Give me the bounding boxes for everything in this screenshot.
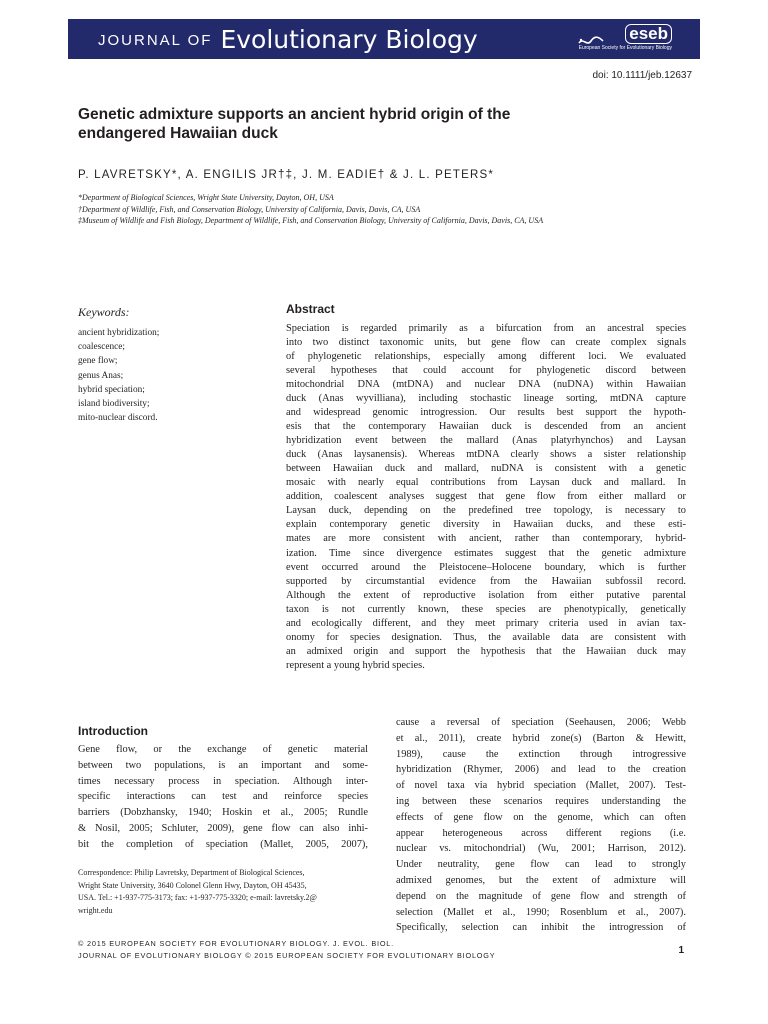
title-line: Genetic admixture supports an ancient hybrid origin of the <box>78 106 511 123</box>
article-title <box>78 105 678 143</box>
abstract-line: and ecologically different, and they meet primary criteria used in avian tax- <box>286 617 686 629</box>
abstract-line: supported by circumstantial evidence from the Hawaiian subfossil record. <box>286 575 686 587</box>
abstract-line: addition, coalescent analyses suggest that gene flow from either mallard or <box>286 491 686 503</box>
copyright-line: © 2015 EUROPEAN SOCIETY FOR EVOLUTIONARY BIOLOGY. J. EVOL. BIOL. <box>78 939 394 948</box>
keywords-list <box>78 326 159 425</box>
abstract-line: between Hawaiian duck and mallard, nuDNA is consistent with a genetic <box>286 463 686 475</box>
body-line: nuclear vs. mitochondrial) (Wu, 2001; Harrison, 2012). <box>396 843 686 855</box>
abstract-line: mosaic with nearly equal contributions from Laysan duck and mallard. In <box>286 477 686 489</box>
affiliation: †Department of Wildlife, Fish, and Conservation Biology, University of California, Davis, Davis, CA, USA <box>78 204 421 214</box>
abstract-heading: Abstract <box>286 302 335 316</box>
body-line: of novel taxa via hybrid speciation (Mallet, 2007). Test- <box>396 780 686 792</box>
abstract-line: duck (Anas laysanensis). Whereas mtDNA clearly shows a sister relationship <box>286 449 686 461</box>
introduction-left-column <box>78 742 368 853</box>
abstract-line: hybridization event between the mallard (Anas platyrhynchos) and Laysan <box>286 435 686 447</box>
journal-prefix: JOURNAL OF <box>98 31 213 49</box>
body-line: bit the completion of speciation (Mallet, 2005, 2007), <box>78 838 368 850</box>
body-line: Under neutrality, gene flow can lead to strongly <box>396 859 686 871</box>
abstract-line: and widespread genomic introgression. Our results best support the hypoth- <box>286 407 686 419</box>
body-line: selection (Mallet et al., 1990; Rosenblum et al., 2007). <box>396 906 686 918</box>
journal-name: Evolutionary Biology <box>220 24 478 54</box>
journal-banner <box>68 19 700 59</box>
keyword-item: genus Anas; <box>78 370 124 381</box>
abstract-line: taxon is not currently known, these species are phenotypically, genetically <box>286 603 686 615</box>
body-line: between two populations, is an important and some- <box>78 759 368 771</box>
keyword-item: island biodiversity; <box>78 399 150 410</box>
abstract-line: of phylogenetic relationships, especially among different loci. We evaluated <box>286 351 686 363</box>
body-line: depend on the magnitude of gene flow and strength of <box>396 890 686 902</box>
abstract-line: mitochondrial DNA (mtDNA) and nuclear DNA (nuDNA) within Hawaiian <box>286 379 686 391</box>
keywords-heading: Keywords: <box>78 305 130 319</box>
affiliation: ‡Museum of Wildlife and Fish Biology, Department of Wildlife, Fish, and Conservation Biology, University of California, Davis, Davis, CA, USA <box>78 216 544 225</box>
body-line: barriers (Dobzhansky, 1940; Hoskin et al., 2005; Rundle <box>78 807 368 819</box>
abstract-line: Although the extent of reproductive isolation from either putative parental <box>286 589 686 601</box>
correspondence-line: wright.edu <box>78 905 113 915</box>
keyword-item: ancient hybridization; <box>78 328 160 338</box>
copyright-footer <box>78 938 495 961</box>
body-line: ing between these scenarios requires understanding the <box>396 795 686 807</box>
body-line: admixed genomes, but the extent of admixture will <box>396 874 686 886</box>
journal-masthead <box>68 19 478 59</box>
abstract-line: several hypotheses that could account for phylogenetic discord between <box>286 365 686 377</box>
correspondence-note <box>78 867 378 917</box>
keyword-item: gene flow; <box>78 356 118 367</box>
copyright-line: JOURNAL OF EVOLUTIONARY BIOLOGY © 2015 EUROPEAN SOCIETY FOR EVOLUTIONARY BIOLOGY <box>78 950 496 960</box>
body-line: & Nosil, 2005; Schluter, 2009), gene flow can also inhi- <box>78 822 368 834</box>
abstract-line: esis that the contemporary Hawaiian duck is descended from an ancient <box>286 421 686 433</box>
introduction-heading: Introduction <box>78 724 148 738</box>
abstract-line: ization. Time since divergence estimates suggest that the genetic admixture <box>286 547 686 559</box>
abstract-line: an admixed origin and support the hypothesis that the Hawaiian duck may <box>286 645 686 657</box>
body-line: et al., 2011), create hybrid zone(s) (Barton & Hewitt, <box>396 732 686 744</box>
body-line: 1989), cause the extinction through introgressive <box>396 748 686 760</box>
abstract-line: Speciation is regarded primarily as a bifurcation from an ancestral species <box>286 323 686 334</box>
body-line: appear heterogeneous across different regions (i.e. <box>396 827 686 839</box>
correspondence-line: USA. Tel.: +1-937-775-3173; fax: +1-937-775-3320; e-mail: lavretsky.2@ <box>78 893 317 903</box>
doi[interactable]: doi: 10.1111/jeb.12637 <box>592 70 692 81</box>
eseb-logo <box>572 24 672 54</box>
abstract-line: event occurred around the Pleistocene–Holocene boundary, which is further <box>286 561 686 573</box>
keyword-item: hybrid speciation; <box>78 384 145 395</box>
body-line: specific interactions can test and reinforce species <box>78 791 368 803</box>
eseb-wordmark: eseb <box>625 24 672 44</box>
abstract-body <box>286 322 686 673</box>
abstract-line: explain contemporary genetic diversity in Hawaiian ducks, and these esti- <box>286 519 686 531</box>
author-list: P. LAVRETSKY*, A. ENGILIS JR†‡, J. M. EADIE† & J. L. PETERS* <box>78 169 495 181</box>
body-line: Specifically, selection can inhibit the introgression of <box>396 922 686 934</box>
abstract-line: duck (Anas wyvilliana), including stochastic lineage sorting, mtDNA capture <box>286 393 686 405</box>
body-line: effects of gene flow on the genome, which can often <box>396 811 686 823</box>
affiliation: *Department of Biological Sciences, Wright State University, Dayton, OH, USA <box>78 193 334 202</box>
abstract-line: mates are more consistent with ancient, rather than contemporary, hybrid- <box>286 533 686 545</box>
abstract-line: into two distinct taxonomic units, but gene flow can create complex signals <box>286 337 686 349</box>
body-line: times necessary process in speciation. Although inter- <box>78 775 368 787</box>
abstract-line: onomy for species designation. Thus, the available data are consistent with <box>286 631 686 643</box>
keyword-item: coalescence; <box>78 342 125 353</box>
page-number: 1 <box>678 945 684 956</box>
body-line: cause a reversal of speciation (Seehausen, 2006; Webb <box>396 717 686 728</box>
eseb-subtitle: European Society for Evolutionary Biology <box>578 45 672 51</box>
body-line: hybridization (Rhymer, 2006) and lead to the creation <box>396 764 686 776</box>
abstract-line: represent a young hybrid species. <box>286 659 425 671</box>
body-line: Gene flow, or the exchange of genetic material <box>78 744 368 755</box>
abstract-line: Laysan duck, depending on the predefined tree topology, is necessary to <box>286 505 686 517</box>
affiliations <box>78 192 543 227</box>
title-line: endangered Hawaiian duck <box>78 125 278 142</box>
introduction-right-column <box>396 715 686 936</box>
keyword-item: mito-nuclear discord. <box>78 413 158 424</box>
correspondence-line: Correspondence: Philip Lavretsky, Department of Biological Sciences, <box>78 868 305 877</box>
correspondence-line: Wright State University, 3640 Colonel Glenn Hwy, Dayton, OH 45435, <box>78 880 307 890</box>
